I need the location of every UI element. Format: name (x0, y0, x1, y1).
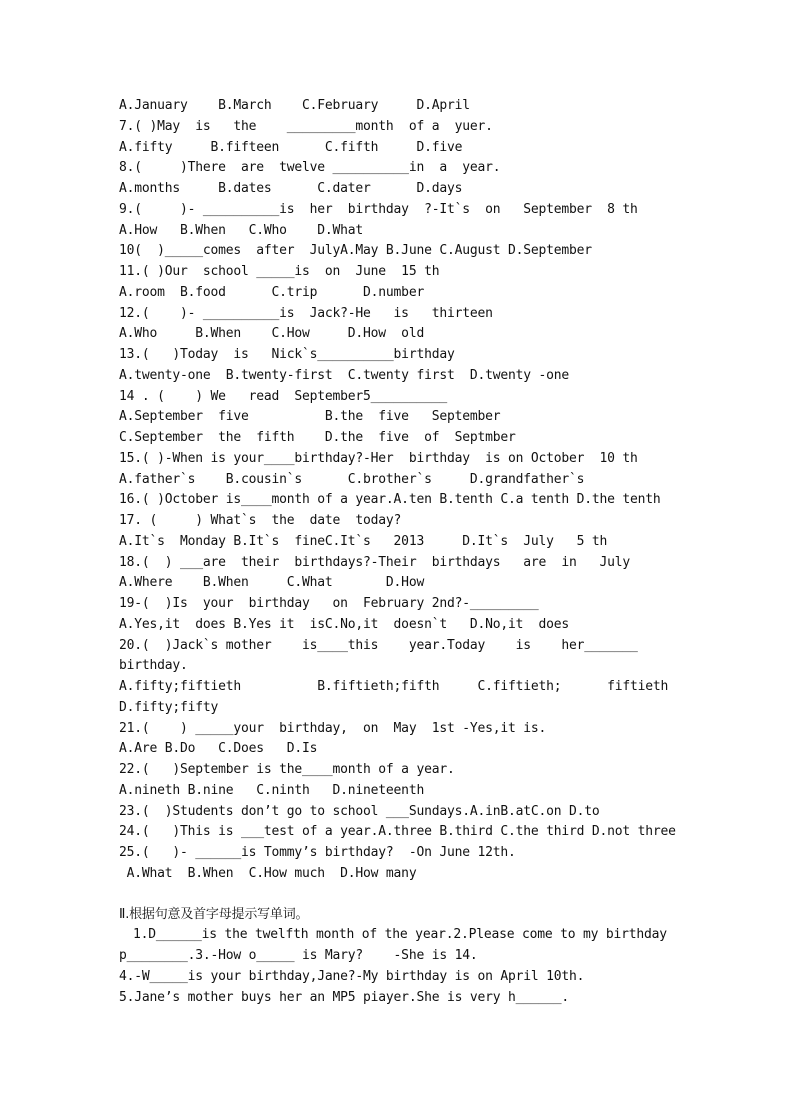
question-line: A.nineth B.nine C.ninth D.nineteenth (119, 782, 425, 798)
question-line: 19-( )Is your birthday on February 2nd?-_________ (119, 596, 539, 611)
question-line: 20.( )Jack`s mother is____this year.Today is her_______ (119, 637, 638, 653)
question-line: C.September the fifth D.the five of Septmber (119, 430, 516, 445)
question-line: A.January B.March C.February D.April (119, 98, 470, 113)
fill-in-line: 4.-W_____is your birthday,Jane?-My birthday is on April 10th. (119, 968, 585, 984)
question-line: 18.( ) ___are their birthdays?-Their birthdays are in July (119, 554, 630, 570)
question-line: A.father`s B.cousin`s C.brother`s D.grandfather`s (119, 471, 585, 487)
section-gap (119, 885, 679, 905)
question-line: A.twenty-one B.twenty-first C.twenty first D.twenty -one (119, 367, 569, 383)
question-line: 7.( )May is the _________month of a yuer. (119, 118, 493, 134)
question-line: 22.( )September is the____month of a year. (119, 762, 455, 777)
question-line: A.Where B.When C.What D.How (119, 575, 425, 591)
question-line: 24.( )This is ___test of a year.A.three B.third C.the third D.not three (119, 824, 676, 840)
question-line: A.September five B.the five September (119, 409, 501, 425)
question-line: 9.( )- __________is her birthday ?-It`s on September 8 th (119, 201, 638, 217)
question-line: A.It`s Monday B.It`s fineC.It`s 2013 D.It`s July 5 th (119, 533, 608, 549)
question-line: 21.( ) _____your birthday, on May 1st -Yes,it is. (119, 720, 547, 736)
document-body (119, 96, 679, 1008)
question-line: 13.( )Today is Nick`s__________birthday (119, 347, 455, 362)
question-line: 17. ( ) What`s the date today? (119, 513, 402, 528)
question-line: 12.( )- __________is Jack?-He is thirteen (119, 305, 493, 321)
question-line: 8.( )There are twelve __________in a year. (119, 160, 501, 176)
question-line: A.room B.food C.trip D.number (119, 284, 425, 300)
fill-in-line: p________.3.-How o_____ is Mary? -She is 14. (119, 948, 478, 963)
question-line: birthday. (119, 658, 188, 674)
question-line: 14 . ( ) We read September5__________ (119, 388, 447, 404)
question-line: A.What B.When C.How much D.How many (119, 865, 417, 881)
question-line: 23.( )Students don’t go to school ___Sundays.A.inB.atC.on D.to (119, 803, 600, 819)
question-line: A.fifty;fiftieth B.fiftieth;fifth C.fiftieth; fiftieth (119, 679, 669, 694)
section-heading: Ⅱ.根据句意及首字母提示写单词。 (119, 906, 309, 922)
fill-in-line: 5.Jane’s mother buys her an MP5 piayer.She is very h______. (119, 989, 569, 1005)
question-line: 11.( )Our school _____is on June 15 th (119, 264, 440, 279)
question-line: A.Yes,it does B.Yes it isC.No,it doesn`t D.No,it does (119, 616, 569, 632)
question-line: 10( )_____comes after JulyA.May B.June C.August D.September (119, 243, 592, 259)
question-line: A.months B.dates C.dater D.days (119, 181, 463, 196)
question-line: 25.( )- ______is Tommy’s birthday? -On June 12th. (119, 845, 516, 860)
question-line: A.Are B.Do C.Does D.Is (119, 741, 318, 757)
question-line: 16.( )October is____month of a year.A.ten B.tenth C.a tenth D.the tenth (119, 492, 661, 508)
fill-in-line: 1.D______is the twelfth month of the year.2.Please come to my birthday (133, 927, 667, 943)
question-line: A.fifty B.fifteen C.fifth D.five (119, 139, 463, 155)
question-line: 15.( )-When is your____birthday?-Her birthday is on October 10 th (119, 450, 638, 466)
question-line: A.Who B.When C.How D.How old (119, 326, 425, 342)
question-line: A.How B.When C.Who D.What (119, 222, 364, 238)
question-line: D.fifty;fifty (119, 699, 219, 715)
